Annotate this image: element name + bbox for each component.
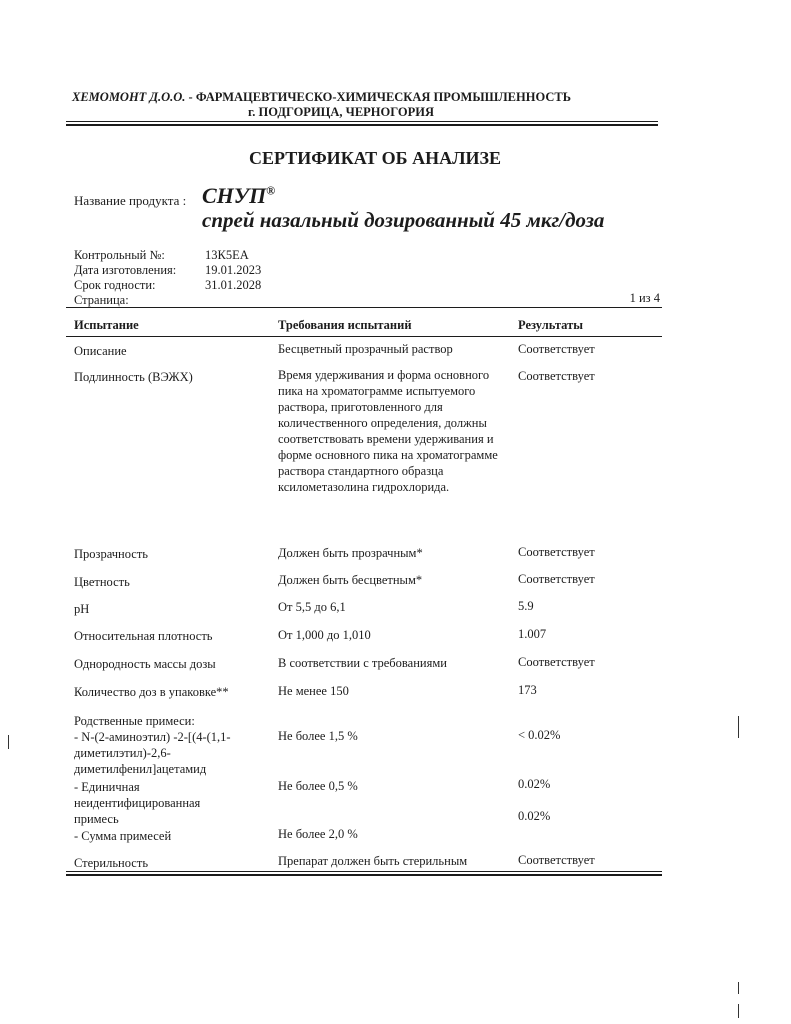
company-location: г. ПОДГОРИЦА, ЧЕРНОГОРИЯ <box>248 105 435 119</box>
product-description: спрей назальный дозированный 45 мкг/доза <box>202 208 605 232</box>
column-header-requirements: Требования испытаний <box>278 318 412 332</box>
batch-label: Контрольный №: <box>74 248 165 262</box>
industry-text: - ФАРМАЦЕВТИЧЕСКО-ХИМИЧЕСКАЯ ПРОМЫШЛЕННОСТЬ <box>185 90 571 104</box>
table-row-test: Стерильность <box>74 856 149 870</box>
table-row-test: Количество доз в упаковке** <box>74 685 229 699</box>
registered-mark: ® <box>266 183 276 198</box>
table-row-result: 173 <box>518 683 537 697</box>
table-row-result: Соответствует <box>518 853 595 867</box>
table-row-test: Подлинность (ВЭЖХ) <box>74 370 193 384</box>
impurity-2-name: - Единичная неидентифицированная примесь <box>74 780 201 826</box>
table-row-requirement: В соответствии с требованиями <box>278 656 447 670</box>
impurity-sum-name: - Сумма примесей <box>74 829 172 843</box>
table-row-result: Соответствует <box>518 545 595 559</box>
mfg-date-value: 19.01.2023 <box>205 263 262 277</box>
table-row-result: 5.9 <box>518 599 534 613</box>
table-row-requirement: От 5,5 до 6,1 <box>278 600 346 614</box>
table-bottom-rule-top <box>66 871 662 872</box>
expiry-value: 31.01.2028 <box>205 278 262 292</box>
batch-value: 13К5ЕА <box>205 248 249 262</box>
table-row-requirement: Должен быть бесцветным* <box>278 573 423 587</box>
table-row-result: Соответствует <box>518 655 595 669</box>
table-row-requirement: От 1,000 до 1,010 <box>278 628 371 642</box>
column-header-results: Результаты <box>518 318 583 332</box>
company-header <box>72 90 571 105</box>
table-row-test: Относительная плотность <box>74 629 213 643</box>
product-name <box>202 183 275 209</box>
scan-margin-mark-right <box>738 716 739 738</box>
page-number: 1 из 4 <box>629 291 660 305</box>
table-bottom-rule-bottom <box>66 874 662 876</box>
impurity-2-requirement: Не более 0,5 % <box>278 779 358 793</box>
impurity-1-requirement: Не более 1,5 % <box>278 729 358 743</box>
impurities-title: Родственные примеси: <box>74 714 195 728</box>
scan-margin-mark-right-lower <box>738 982 739 994</box>
table-row-requirement: Бесцветный прозрачный раствор <box>278 342 453 356</box>
table-row-requirement: Не менее 150 <box>278 684 349 698</box>
table-row-test: Прозрачность <box>74 547 149 561</box>
impurity-sum-result: 0.02% <box>518 809 551 823</box>
page-label: Страница: <box>74 293 129 307</box>
table-header-divider <box>66 336 662 337</box>
product-name-text: СНУП <box>202 183 267 208</box>
table-row-test: Однородность массы дозы <box>74 657 216 671</box>
scan-margin-mark-left <box>8 735 9 749</box>
impurity-sum-requirement: Не более 2,0 % <box>278 827 358 841</box>
table-row-requirement: Препарат должен быть стерильным <box>278 854 468 868</box>
column-header-test: Испытание <box>74 318 139 332</box>
expiry-label: Срок годности: <box>74 278 156 292</box>
table-row-result: Соответствует <box>518 369 595 383</box>
scan-margin-mark-right-bottom <box>738 1004 739 1018</box>
product-label: Название продукта : <box>74 193 187 208</box>
impurity-1-name: - N-(2-аминоэтил) -2-[(4-(1,1-диметилэтил)-2,6-диметилфенил]ацетамид <box>74 730 231 776</box>
mfg-date-label: Дата изготовления: <box>74 263 177 277</box>
impurity-1-result: < 0.02% <box>518 728 561 742</box>
table-row-test: pH <box>74 602 90 616</box>
table-row-result: Соответствует <box>518 572 595 586</box>
company-name: ХЕМОМОНТ Д.О.О. <box>72 90 186 104</box>
page-title: СЕРТИФИКАТ ОБ АНАЛИЗЕ <box>249 148 501 168</box>
meta-divider <box>66 307 662 308</box>
table-row-test: Цветность <box>74 575 130 589</box>
header-divider-bottom <box>66 124 658 126</box>
table-row-result: 1.007 <box>518 627 547 641</box>
table-row-test: Описание <box>74 344 127 358</box>
table-row-requirement: Должен быть прозрачным* <box>278 546 423 560</box>
table-row-requirement: Время удерживания и форма основного пика на хроматограмме испытуемого раствора, приготовленного для количественного определения, должны соответствовать времени удерживания и форме основного пика на хроматограмме раствора стандартного образца ксилометазолина гидрохлорида. <box>278 368 498 494</box>
table-row-result: Соответствует <box>518 342 595 356</box>
impurity-2-result: 0.02% <box>518 777 551 791</box>
header-divider-top <box>66 121 658 122</box>
